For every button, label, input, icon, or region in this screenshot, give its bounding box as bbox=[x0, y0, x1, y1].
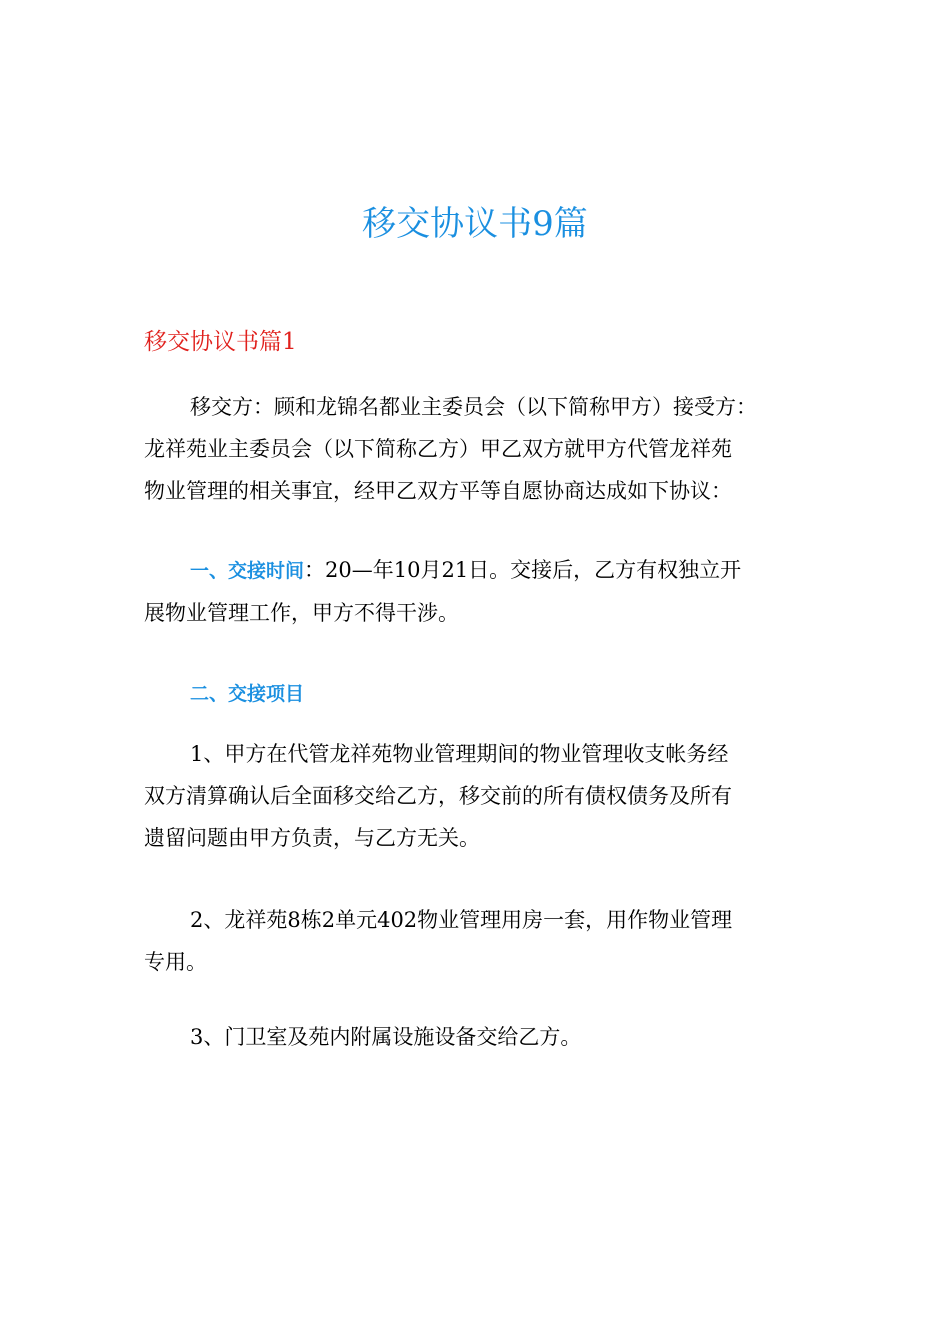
section-heading: 移交协议书篇1 bbox=[144, 329, 297, 355]
intro-line: 物业管理的相关事宜，经甲乙双方平等自愿协商达成如下协议： bbox=[144, 479, 732, 503]
intro-line: 龙祥苑业主委员会（以下简称乙方）甲乙双方就甲方代管龙祥苑 bbox=[144, 437, 732, 461]
item-2-line: 专用。 bbox=[144, 950, 207, 974]
item-1-line: 1、甲方在代管龙祥苑物业管理期间的物业管理收支帐务经 bbox=[190, 742, 729, 766]
item-2-paragraph bbox=[144, 899, 814, 983]
item-2-line: 2、龙祥苑8栋2单元402物业管理用房一套，用作物业管理 bbox=[190, 908, 733, 932]
document-title: 移交协议书9篇 bbox=[362, 204, 588, 244]
clause-1-paragraph bbox=[144, 549, 814, 634]
clause-1-text: ：20—年10月21日。交接后，乙方有权独立开 bbox=[304, 558, 742, 582]
item-3-line: 3、门卫室及苑内附属设施设备交给乙方。 bbox=[190, 1025, 582, 1049]
intro-paragraph bbox=[144, 386, 814, 512]
item-3-paragraph bbox=[144, 1016, 814, 1058]
intro-line: 移交方：顾和龙锦名都业主委员会（以下简称甲方）接受方： bbox=[190, 395, 757, 419]
clause-1-label: 一、交接时间 bbox=[190, 560, 305, 582]
item-1-line: 双方清算确认后全面移交给乙方，移交前的所有债权债务及所有 bbox=[144, 784, 732, 808]
clause-1-text: 展物业管理工作，甲方不得干涉。 bbox=[144, 601, 459, 625]
clause-2-heading: 二、交接项目 bbox=[190, 683, 305, 705]
item-1-paragraph bbox=[144, 733, 814, 859]
item-1-line: 遗留问题由甲方负责，与乙方无关。 bbox=[144, 826, 480, 850]
